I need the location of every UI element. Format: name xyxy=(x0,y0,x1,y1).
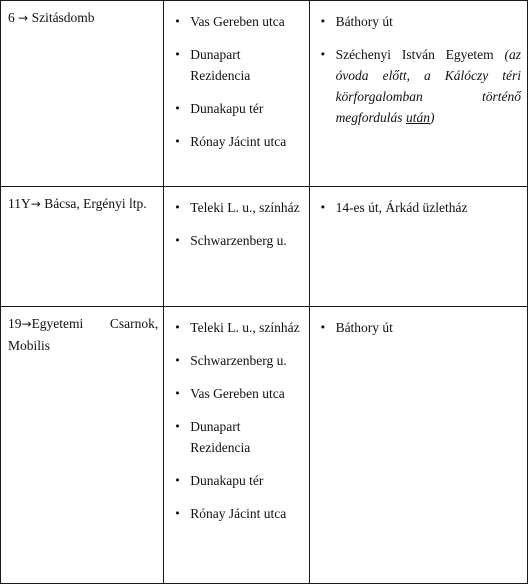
arrow-right-icon: → xyxy=(30,197,41,211)
list-item: • Dunakapu tér xyxy=(164,98,302,119)
list-item: • 14-es út, Árkád üzletház xyxy=(310,197,521,218)
route-label xyxy=(1,187,163,215)
stops-cell xyxy=(164,307,309,584)
stop-note-close: ) xyxy=(429,110,435,125)
stop-list xyxy=(164,307,308,534)
stop-list xyxy=(164,187,308,261)
arrow-right-icon: → xyxy=(21,317,32,331)
stops-cell xyxy=(164,1,309,187)
route-destination: Bácsa, Ergényi ltp. xyxy=(40,196,147,211)
route-destination: Egyetemi Csarnok, Mobilis xyxy=(8,316,159,353)
arrow-right-icon: → xyxy=(18,11,29,25)
route-label xyxy=(1,307,163,356)
list-item: • Dunapart Rezidencia xyxy=(164,44,302,86)
list-item: • Báthory út xyxy=(310,11,521,32)
route-number: 11Y xyxy=(8,196,31,211)
route-number: 6 xyxy=(8,10,15,25)
stop-name: Széchenyi István Egyetem xyxy=(335,47,505,62)
list-item: • Vas Gereben utca xyxy=(164,11,302,32)
list-item: • Báthory út xyxy=(310,317,521,338)
stop-note-emphasis: után xyxy=(405,110,430,125)
route-number: 19 xyxy=(8,316,22,331)
route-cell xyxy=(1,307,164,584)
list-item: • Schwarzenberg u. xyxy=(164,230,302,251)
list-item: • Dunakapu tér xyxy=(164,470,302,491)
stop-list xyxy=(310,307,527,348)
stops-cell xyxy=(309,187,527,307)
stops-cell xyxy=(309,307,527,584)
table-row xyxy=(1,187,528,307)
route-destination: Szitásdomb xyxy=(28,10,95,25)
route-cell xyxy=(1,1,164,187)
list-item: • Dunapart Rezidencia xyxy=(164,416,302,458)
list-item xyxy=(310,44,521,128)
list-item: • Rónay Jácint utca xyxy=(164,503,302,524)
stop-note-text: (az óvoda előtt, a Kálóczy téri körforgalomban történő megfordulás xyxy=(335,47,521,125)
stop-list xyxy=(310,187,527,228)
list-item: • Schwarzenberg u. xyxy=(164,350,302,371)
stop-list xyxy=(310,1,527,138)
table-row xyxy=(1,1,528,187)
list-item: • Teleki L. u., színház xyxy=(164,317,302,338)
table-row xyxy=(1,307,528,584)
list-item: • Vas Gereben utca xyxy=(164,383,302,404)
stops-cell xyxy=(309,1,527,187)
route-cell xyxy=(1,187,164,307)
list-item: • Rónay Jácint utca xyxy=(164,131,302,152)
list-item: • Teleki L. u., színház xyxy=(164,197,302,218)
stop-list xyxy=(164,1,308,162)
stops-cell xyxy=(164,187,309,307)
route-label xyxy=(1,1,163,29)
